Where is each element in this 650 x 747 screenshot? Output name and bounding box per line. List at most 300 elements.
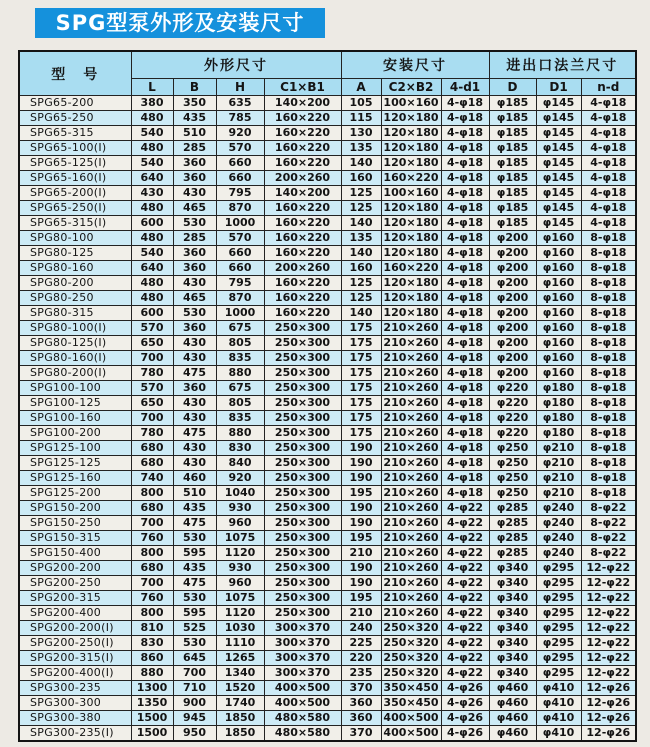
- value-cell: 660: [216, 261, 264, 276]
- model-cell: SPG200-315: [19, 591, 131, 606]
- value-cell: 4-φ26: [441, 726, 489, 742]
- value-cell: 125: [341, 276, 381, 291]
- value-cell: φ220: [489, 426, 536, 441]
- value-cell: 525: [173, 621, 216, 636]
- value-cell: 920: [216, 126, 264, 141]
- table-row: [19, 426, 636, 441]
- value-cell: 480: [131, 111, 173, 126]
- table-row: [19, 561, 636, 576]
- value-cell: 350×450: [381, 681, 441, 696]
- value-cell: 465: [173, 201, 216, 216]
- model-cell: SPG300-235(I): [19, 726, 131, 742]
- value-cell: 4-φ18: [441, 456, 489, 471]
- value-cell: φ185: [489, 141, 536, 156]
- value-cell: 540: [131, 246, 173, 261]
- value-cell: 400×500: [381, 711, 441, 726]
- value-cell: 8-φ22: [581, 516, 636, 531]
- value-cell: 235: [341, 666, 381, 681]
- table-row: [19, 486, 636, 501]
- value-cell: 460: [173, 471, 216, 486]
- value-cell: 120×180: [381, 126, 441, 141]
- model-cell: SPG300-235: [19, 681, 131, 696]
- value-cell: 4-φ22: [441, 651, 489, 666]
- value-cell: 8-φ18: [581, 366, 636, 381]
- table-row: [19, 531, 636, 546]
- value-cell: 250×300: [264, 576, 341, 591]
- model-cell: SPG200-250: [19, 576, 131, 591]
- value-cell: 4-φ18: [441, 291, 489, 306]
- value-cell: φ295: [536, 591, 581, 606]
- value-cell: 200×260: [264, 261, 341, 276]
- model-cell: SPG80-160: [19, 261, 131, 276]
- value-cell: 210×260: [381, 501, 441, 516]
- value-cell: 210×260: [381, 351, 441, 366]
- value-cell: φ185: [489, 96, 536, 111]
- value-cell: φ285: [489, 516, 536, 531]
- column-header-C2xB2: C2×B2: [381, 79, 441, 96]
- value-cell: φ145: [536, 216, 581, 231]
- value-cell: 100×160: [381, 186, 441, 201]
- value-cell: 600: [131, 216, 173, 231]
- value-cell: φ160: [536, 261, 581, 276]
- value-cell: 210×260: [381, 471, 441, 486]
- value-cell: 210×260: [381, 606, 441, 621]
- value-cell: 430: [173, 456, 216, 471]
- value-cell: 475: [173, 576, 216, 591]
- value-cell: 700: [131, 411, 173, 426]
- model-cell: SPG200-315(I): [19, 651, 131, 666]
- table-row: [19, 201, 636, 216]
- value-cell: 300×370: [264, 666, 341, 681]
- value-cell: 250×300: [264, 501, 341, 516]
- spec-table-container: [18, 50, 635, 742]
- value-cell: 8-φ18: [581, 441, 636, 456]
- value-cell: 780: [131, 366, 173, 381]
- value-cell: 1340: [216, 666, 264, 681]
- table-row: [19, 471, 636, 486]
- value-cell: 8-φ18: [581, 456, 636, 471]
- value-cell: φ160: [536, 246, 581, 261]
- value-cell: 8-φ18: [581, 336, 636, 351]
- model-cell: SPG65-100(I): [19, 141, 131, 156]
- value-cell: 675: [216, 381, 264, 396]
- pump-dimensions-table: [18, 50, 637, 742]
- model-cell: SPG125-125: [19, 456, 131, 471]
- value-cell: 1040: [216, 486, 264, 501]
- table-row: [19, 291, 636, 306]
- column-group-installation-dimensions: 安装尺寸: [341, 51, 489, 79]
- value-cell: 680: [131, 456, 173, 471]
- value-cell: φ295: [536, 561, 581, 576]
- value-cell: 860: [131, 651, 173, 666]
- value-cell: 4-φ18: [441, 156, 489, 171]
- model-cell: SPG150-200: [19, 501, 131, 516]
- value-cell: 1075: [216, 591, 264, 606]
- value-cell: 4-φ18: [441, 396, 489, 411]
- value-cell: 120×180: [381, 306, 441, 321]
- table-row: [19, 126, 636, 141]
- value-cell: 475: [173, 366, 216, 381]
- model-cell: SPG125-160: [19, 471, 131, 486]
- value-cell: 160×220: [264, 306, 341, 321]
- table-row: [19, 381, 636, 396]
- value-cell: 370: [341, 726, 381, 742]
- value-cell: 160×220: [264, 216, 341, 231]
- value-cell: φ200: [489, 336, 536, 351]
- value-cell: 480: [131, 201, 173, 216]
- column-header-n-d: n-d: [581, 79, 636, 96]
- value-cell: 595: [173, 606, 216, 621]
- value-cell: 4-φ18: [441, 231, 489, 246]
- value-cell: 530: [173, 216, 216, 231]
- value-cell: φ240: [536, 501, 581, 516]
- model-cell: SPG200-400: [19, 606, 131, 621]
- value-cell: 190: [341, 501, 381, 516]
- value-cell: 640: [131, 261, 173, 276]
- value-cell: φ340: [489, 651, 536, 666]
- value-cell: 210: [341, 546, 381, 561]
- value-cell: 475: [173, 426, 216, 441]
- value-cell: 250×300: [264, 456, 341, 471]
- column-header-L: L: [131, 79, 173, 96]
- value-cell: 4-φ18: [441, 336, 489, 351]
- value-cell: 160×220: [264, 276, 341, 291]
- value-cell: 120×180: [381, 216, 441, 231]
- value-cell: 835: [216, 351, 264, 366]
- value-cell: 4-φ18: [441, 246, 489, 261]
- value-cell: φ200: [489, 231, 536, 246]
- value-cell: φ200: [489, 291, 536, 306]
- value-cell: 4-φ18: [441, 261, 489, 276]
- value-cell: φ145: [536, 201, 581, 216]
- value-cell: 430: [173, 396, 216, 411]
- value-cell: 175: [341, 366, 381, 381]
- value-cell: 660: [216, 156, 264, 171]
- value-cell: φ185: [489, 216, 536, 231]
- value-cell: 1000: [216, 216, 264, 231]
- value-cell: φ160: [536, 336, 581, 351]
- value-cell: 740: [131, 471, 173, 486]
- column-header-C1xB1: C1×B1: [264, 79, 341, 96]
- value-cell: 8-φ18: [581, 471, 636, 486]
- value-cell: 190: [341, 516, 381, 531]
- value-cell: 140: [341, 216, 381, 231]
- value-cell: 4-φ26: [441, 681, 489, 696]
- value-cell: 250×320: [381, 621, 441, 636]
- value-cell: 4-φ26: [441, 711, 489, 726]
- value-cell: 430: [173, 351, 216, 366]
- value-cell: 4-φ18: [441, 276, 489, 291]
- value-cell: 125: [341, 186, 381, 201]
- table-row: [19, 726, 636, 742]
- table-row: [19, 576, 636, 591]
- table-row: [19, 366, 636, 381]
- value-cell: 480: [131, 231, 173, 246]
- value-cell: 4-φ18: [581, 186, 636, 201]
- value-cell: φ145: [536, 111, 581, 126]
- value-cell: 660: [216, 246, 264, 261]
- value-cell: 250×300: [264, 366, 341, 381]
- value-cell: 710: [173, 681, 216, 696]
- value-cell: 8-φ18: [581, 261, 636, 276]
- value-cell: φ460: [489, 696, 536, 711]
- table-row: [19, 276, 636, 291]
- value-cell: 360: [173, 246, 216, 261]
- value-cell: 675: [216, 321, 264, 336]
- value-cell: 8-φ22: [581, 531, 636, 546]
- value-cell: 4-φ18: [581, 126, 636, 141]
- value-cell: 1030: [216, 621, 264, 636]
- model-cell: SPG300-380: [19, 711, 131, 726]
- value-cell: 640: [131, 171, 173, 186]
- page-title: SPG型泵外形及安装尺寸: [35, 8, 325, 38]
- value-cell: 930: [216, 561, 264, 576]
- model-cell: SPG80-125(I): [19, 336, 131, 351]
- table-row: [19, 711, 636, 726]
- value-cell: 570: [216, 141, 264, 156]
- value-cell: 4-φ18: [581, 201, 636, 216]
- value-cell: 4-φ18: [581, 96, 636, 111]
- value-cell: φ145: [536, 96, 581, 111]
- model-cell: SPG100-125: [19, 396, 131, 411]
- value-cell: 125: [341, 291, 381, 306]
- column-header-model: 型 号: [19, 51, 131, 96]
- table-row: [19, 306, 636, 321]
- value-cell: 700: [131, 351, 173, 366]
- model-cell: SPG80-100(I): [19, 321, 131, 336]
- value-cell: 210×260: [381, 531, 441, 546]
- model-cell: SPG150-400: [19, 546, 131, 561]
- value-cell: 12-φ22: [581, 606, 636, 621]
- value-cell: φ285: [489, 546, 536, 561]
- value-cell: 210×260: [381, 591, 441, 606]
- value-cell: 4-φ22: [441, 621, 489, 636]
- value-cell: 430: [173, 411, 216, 426]
- model-cell: SPG100-100: [19, 381, 131, 396]
- value-cell: 4-φ22: [441, 501, 489, 516]
- value-cell: 465: [173, 291, 216, 306]
- value-cell: 1520: [216, 681, 264, 696]
- value-cell: 4-φ22: [441, 516, 489, 531]
- value-cell: 350×450: [381, 696, 441, 711]
- value-cell: 475: [173, 516, 216, 531]
- value-cell: 430: [173, 336, 216, 351]
- value-cell: 480: [131, 276, 173, 291]
- value-cell: 285: [173, 231, 216, 246]
- table-row: [19, 231, 636, 246]
- value-cell: 700: [131, 516, 173, 531]
- value-cell: 540: [131, 156, 173, 171]
- value-cell: 430: [173, 186, 216, 201]
- model-cell: SPG65-250: [19, 111, 131, 126]
- value-cell: 250×300: [264, 441, 341, 456]
- value-cell: 160×220: [264, 141, 341, 156]
- value-cell: 510: [173, 126, 216, 141]
- value-cell: φ185: [489, 126, 536, 141]
- value-cell: φ200: [489, 366, 536, 381]
- value-cell: 1075: [216, 531, 264, 546]
- table-row: [19, 261, 636, 276]
- value-cell: 430: [131, 186, 173, 201]
- value-cell: 680: [131, 501, 173, 516]
- value-cell: 900: [173, 696, 216, 711]
- table-row: [19, 111, 636, 126]
- column-header-H: H: [216, 79, 264, 96]
- value-cell: φ240: [536, 531, 581, 546]
- value-cell: φ240: [536, 516, 581, 531]
- value-cell: 1300: [131, 681, 173, 696]
- value-cell: 8-φ18: [581, 486, 636, 501]
- value-cell: 285: [173, 141, 216, 156]
- model-cell: SPG65-315(I): [19, 216, 131, 231]
- value-cell: 175: [341, 336, 381, 351]
- value-cell: φ210: [536, 471, 581, 486]
- value-cell: 120×180: [381, 156, 441, 171]
- value-cell: 835: [216, 411, 264, 426]
- value-cell: 4-φ18: [581, 171, 636, 186]
- value-cell: 680: [131, 441, 173, 456]
- value-cell: φ185: [489, 111, 536, 126]
- value-cell: 12-φ22: [581, 591, 636, 606]
- value-cell: 4-φ18: [441, 321, 489, 336]
- value-cell: 8-φ18: [581, 321, 636, 336]
- value-cell: 945: [173, 711, 216, 726]
- value-cell: 435: [173, 501, 216, 516]
- value-cell: φ460: [489, 711, 536, 726]
- table-row: [19, 696, 636, 711]
- value-cell: 4-φ18: [441, 486, 489, 501]
- value-cell: 805: [216, 396, 264, 411]
- value-cell: 12-φ26: [581, 681, 636, 696]
- value-cell: φ410: [536, 681, 581, 696]
- value-cell: 400×500: [381, 726, 441, 742]
- value-cell: 800: [131, 546, 173, 561]
- value-cell: 510: [173, 486, 216, 501]
- value-cell: 4-φ18: [441, 126, 489, 141]
- value-cell: 4-φ22: [441, 606, 489, 621]
- value-cell: 115: [341, 111, 381, 126]
- value-cell: φ410: [536, 696, 581, 711]
- value-cell: 4-φ18: [441, 171, 489, 186]
- table-row: [19, 186, 636, 201]
- value-cell: 210: [341, 606, 381, 621]
- value-cell: 135: [341, 231, 381, 246]
- value-cell: 210×260: [381, 411, 441, 426]
- model-cell: SPG200-200: [19, 561, 131, 576]
- model-cell: SPG300-300: [19, 696, 131, 711]
- value-cell: φ460: [489, 726, 536, 742]
- table-body: [19, 96, 636, 742]
- value-cell: 125: [341, 201, 381, 216]
- value-cell: φ250: [489, 486, 536, 501]
- column-group-flange-dimensions: 进出口法兰尺寸: [489, 51, 636, 79]
- value-cell: φ295: [536, 636, 581, 651]
- value-cell: 8-φ18: [581, 246, 636, 261]
- value-cell: φ185: [489, 201, 536, 216]
- model-cell: SPG80-160(I): [19, 351, 131, 366]
- value-cell: 250×300: [264, 546, 341, 561]
- value-cell: 210×260: [381, 576, 441, 591]
- model-cell: SPG80-200(I): [19, 366, 131, 381]
- value-cell: φ410: [536, 726, 581, 742]
- value-cell: 4-φ18: [441, 441, 489, 456]
- value-cell: 175: [341, 426, 381, 441]
- value-cell: 160×220: [264, 111, 341, 126]
- value-cell: 175: [341, 396, 381, 411]
- value-cell: φ250: [489, 471, 536, 486]
- value-cell: 210×260: [381, 441, 441, 456]
- value-cell: 300×370: [264, 621, 341, 636]
- value-cell: 800: [131, 606, 173, 621]
- value-cell: 4-φ18: [441, 111, 489, 126]
- value-cell: 8-φ22: [581, 501, 636, 516]
- value-cell: 195: [341, 531, 381, 546]
- value-cell: 140: [341, 246, 381, 261]
- value-cell: 160×220: [264, 126, 341, 141]
- value-cell: 12-φ26: [581, 726, 636, 742]
- value-cell: 4-φ18: [441, 426, 489, 441]
- value-cell: 210×260: [381, 426, 441, 441]
- value-cell: 160: [341, 261, 381, 276]
- value-cell: 140×200: [264, 96, 341, 111]
- value-cell: 12-φ22: [581, 651, 636, 666]
- value-cell: 880: [216, 426, 264, 441]
- value-cell: 190: [341, 441, 381, 456]
- value-cell: φ200: [489, 246, 536, 261]
- value-cell: 4-φ22: [441, 546, 489, 561]
- value-cell: 650: [131, 396, 173, 411]
- value-cell: 135: [341, 141, 381, 156]
- table-row: [19, 96, 636, 111]
- model-cell: SPG65-160(I): [19, 171, 131, 186]
- value-cell: 190: [341, 576, 381, 591]
- value-cell: 950: [173, 726, 216, 742]
- table-row: [19, 246, 636, 261]
- value-cell: 190: [341, 456, 381, 471]
- value-cell: 700: [131, 576, 173, 591]
- value-cell: 830: [216, 441, 264, 456]
- value-cell: 870: [216, 201, 264, 216]
- value-cell: φ295: [536, 651, 581, 666]
- table-row: [19, 546, 636, 561]
- value-cell: 1850: [216, 711, 264, 726]
- value-cell: 1110: [216, 636, 264, 651]
- value-cell: 4-φ22: [441, 591, 489, 606]
- value-cell: φ200: [489, 261, 536, 276]
- value-cell: 160×220: [264, 156, 341, 171]
- value-cell: 805: [216, 336, 264, 351]
- table-row: [19, 516, 636, 531]
- table-row: [19, 171, 636, 186]
- value-cell: 4-φ18: [441, 216, 489, 231]
- value-cell: 12-φ22: [581, 621, 636, 636]
- value-cell: φ340: [489, 621, 536, 636]
- value-cell: 225: [341, 636, 381, 651]
- value-cell: 435: [173, 111, 216, 126]
- value-cell: 140: [341, 306, 381, 321]
- table-row: [19, 336, 636, 351]
- value-cell: 1850: [216, 726, 264, 742]
- table-row: [19, 501, 636, 516]
- value-cell: φ220: [489, 381, 536, 396]
- value-cell: φ340: [489, 576, 536, 591]
- value-cell: 12-φ22: [581, 636, 636, 651]
- model-cell: SPG200-400(I): [19, 666, 131, 681]
- model-cell: SPG65-125(I): [19, 156, 131, 171]
- value-cell: 4-φ18: [441, 96, 489, 111]
- table-row: [19, 591, 636, 606]
- value-cell: 210×260: [381, 366, 441, 381]
